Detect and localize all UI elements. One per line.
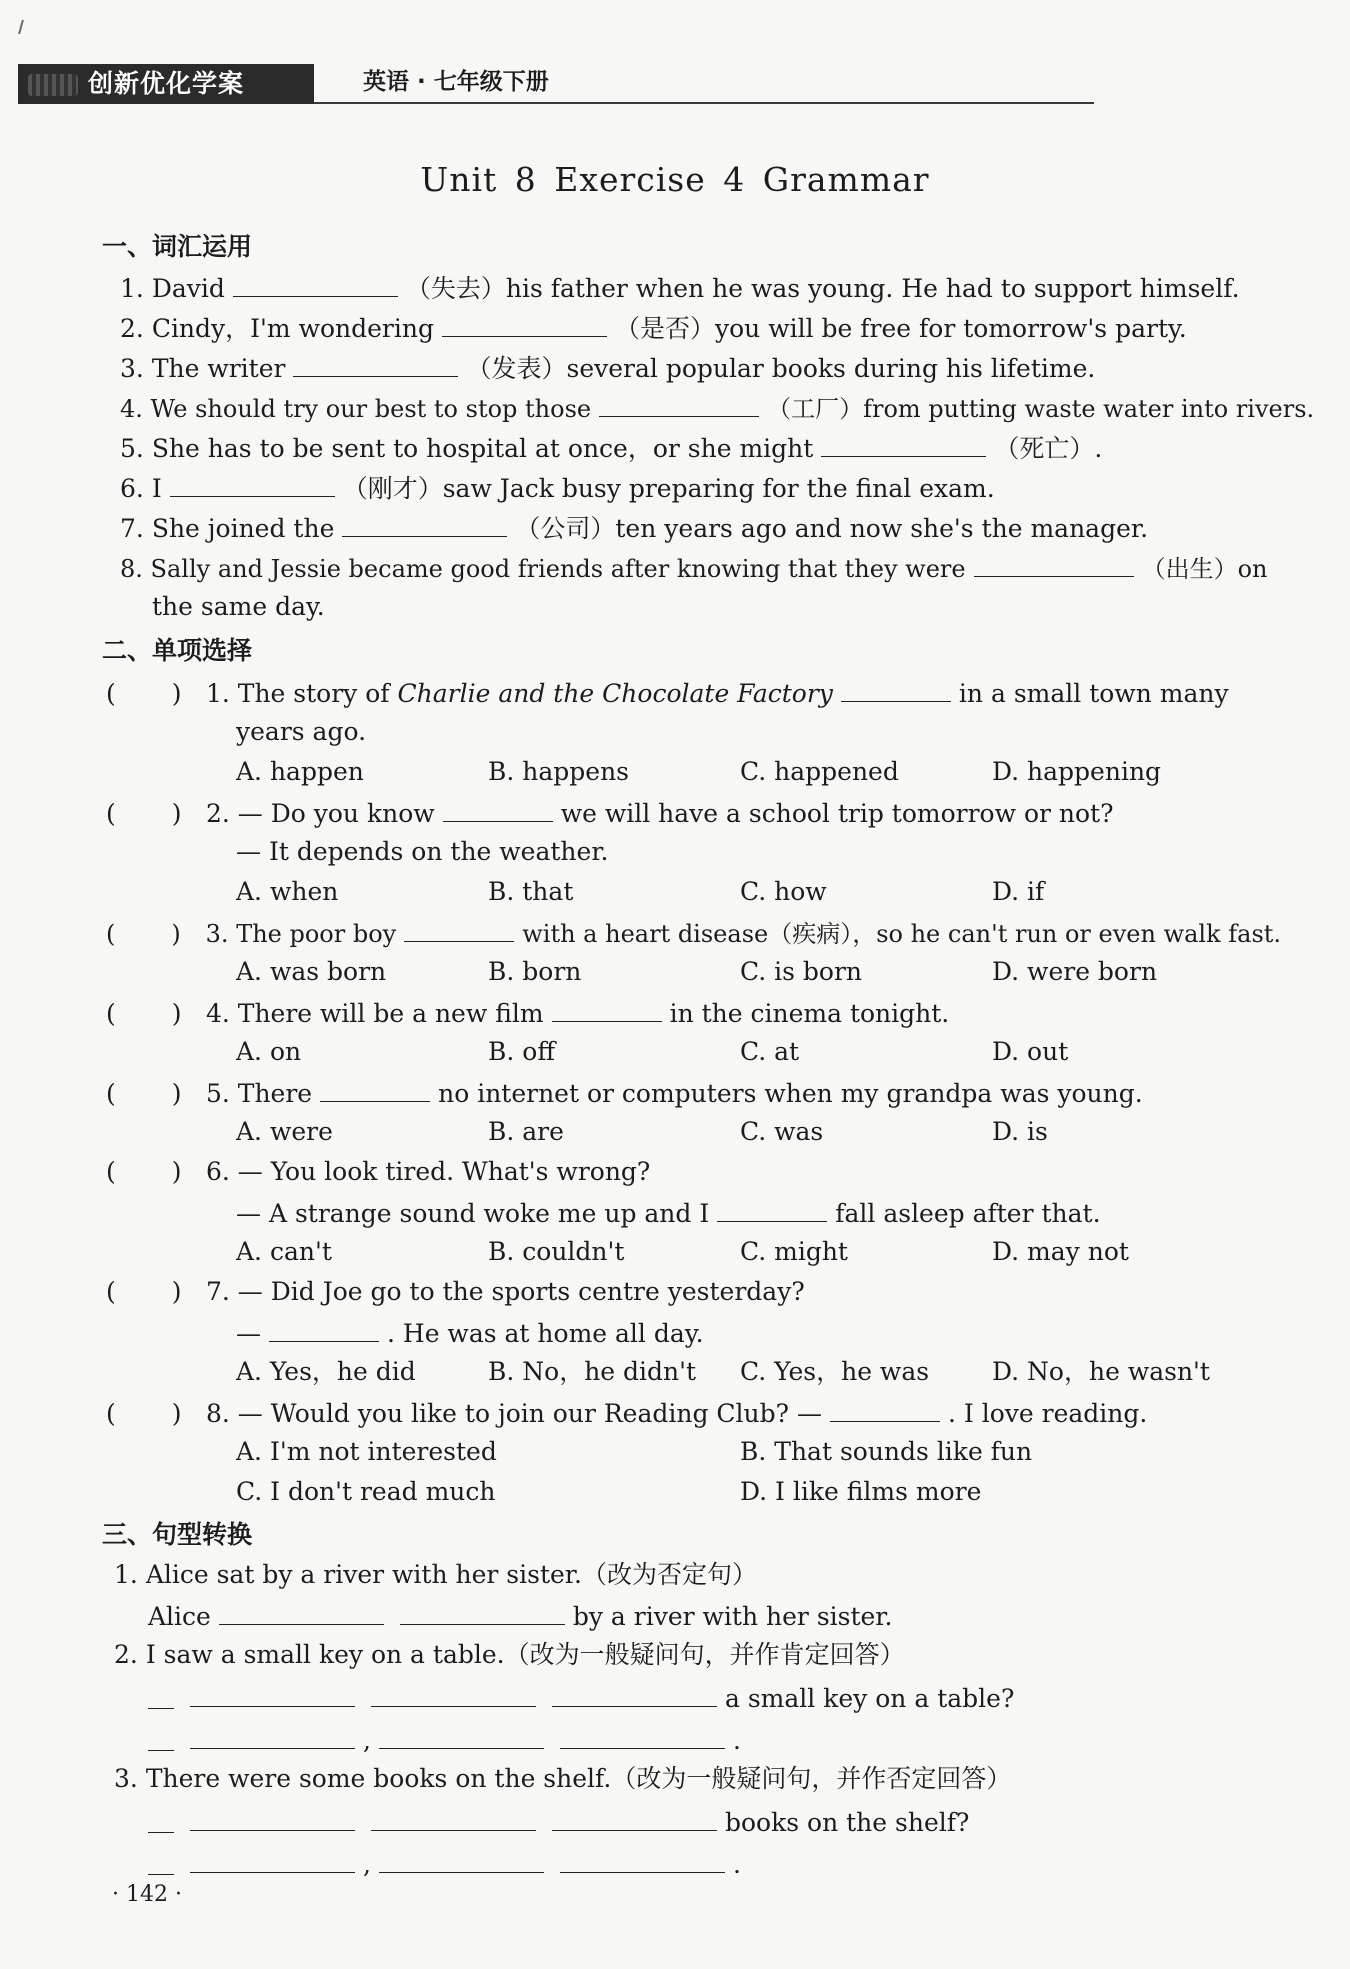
answer-blank[interactable] bbox=[342, 510, 507, 537]
question-stem: . I love reading. bbox=[948, 1399, 1148, 1428]
option-d[interactable]: D. is bbox=[992, 1117, 1048, 1146]
page-header bbox=[18, 58, 1078, 104]
answer-blank[interactable] bbox=[320, 1075, 430, 1102]
transform-answer-line: , . bbox=[148, 1722, 741, 1758]
question-stem-continuation: — It depends on the weather. bbox=[236, 837, 609, 866]
question-row bbox=[106, 1395, 1147, 1431]
brand-logo-icon bbox=[28, 74, 78, 96]
item-text: The writer bbox=[151, 354, 286, 383]
question-stem: — Did Joe go to the sports centre yesterday? bbox=[237, 1277, 805, 1306]
option-d[interactable]: D. if bbox=[992, 877, 1045, 906]
option-c[interactable]: C. was bbox=[740, 1117, 824, 1146]
answer-blank[interactable] bbox=[821, 430, 986, 457]
question-stem: There will be a new film bbox=[237, 999, 544, 1028]
question-number: 2. bbox=[205, 799, 230, 828]
answer-blank[interactable] bbox=[974, 550, 1134, 577]
item-text: his father when he was young. He had to support himself. bbox=[505, 274, 1240, 303]
answer-blank[interactable] bbox=[269, 1315, 379, 1342]
item-text: several popular books during his lifetime. bbox=[566, 354, 1096, 383]
answer-blank[interactable] bbox=[717, 1195, 827, 1222]
answer-blank[interactable] bbox=[841, 675, 951, 702]
answer-blank[interactable] bbox=[219, 1598, 384, 1625]
question-number: 4. bbox=[205, 999, 230, 1028]
item-hint: （出生）on bbox=[1141, 555, 1268, 583]
answer-blank[interactable] bbox=[552, 995, 662, 1022]
item-number: 3. bbox=[114, 1764, 138, 1793]
option-a[interactable]: A. Yes，he did bbox=[236, 1357, 416, 1386]
page-title: Unit 8 Exercise 4 Grammar bbox=[420, 160, 930, 199]
answer-blank[interactable] bbox=[552, 1680, 717, 1707]
answer-blank[interactable] bbox=[190, 1722, 355, 1749]
item-number: 1. bbox=[120, 274, 144, 303]
vocab-item bbox=[120, 310, 1187, 346]
answer-bracket[interactable]: ( ) bbox=[106, 1399, 182, 1428]
item-text: She has to be sent to hospital at once，or she might bbox=[151, 434, 814, 463]
question-stem: — Do you know bbox=[237, 799, 435, 828]
option-c[interactable]: C. at bbox=[740, 1037, 800, 1066]
answer-bracket[interactable]: ( ) bbox=[106, 679, 182, 708]
item-number: 2. bbox=[120, 314, 144, 343]
answer-bracket[interactable]: ( ) bbox=[106, 999, 182, 1028]
option-c[interactable]: C. is born bbox=[740, 957, 863, 986]
item-number: 4. bbox=[120, 395, 143, 423]
question-stem: The story of bbox=[237, 679, 390, 708]
item-sentence: I saw a small key on a table.（改为一般疑问句，并作肯定回答） bbox=[145, 1640, 905, 1669]
dialogue-dash bbox=[148, 1816, 174, 1833]
item-hint: （刚才） bbox=[342, 474, 443, 503]
question-number: 1. bbox=[205, 679, 230, 708]
question-stem: There bbox=[237, 1079, 313, 1108]
transform-answer-line: , . bbox=[148, 1846, 741, 1882]
answer-bracket[interactable]: ( ) bbox=[106, 1277, 182, 1306]
item-sentence: Alice sat by a river with her sister.（改为否定句） bbox=[145, 1560, 757, 1589]
question-number: 7. bbox=[205, 1277, 230, 1306]
question-row bbox=[106, 995, 949, 1031]
item-number: 1. bbox=[114, 1560, 138, 1589]
item-text: from putting waste water into rivers. bbox=[863, 395, 1315, 423]
item-number: 7. bbox=[120, 514, 144, 543]
option-a[interactable]: A. I'm not interested bbox=[236, 1437, 497, 1466]
option-c[interactable]: C. Yes，he was bbox=[740, 1357, 930, 1386]
question-row bbox=[106, 915, 1281, 951]
item-text: We should try our best to stop those bbox=[150, 395, 592, 423]
item-number: 2. bbox=[114, 1640, 138, 1669]
question-stem: — You look tired. What's wrong? bbox=[237, 1157, 651, 1186]
item-hint: （发表） bbox=[466, 354, 567, 383]
question-stem-continuation: years ago. bbox=[236, 717, 367, 746]
answer-blank[interactable] bbox=[190, 1680, 355, 1707]
question-stem: in the cinema tonight. bbox=[669, 999, 950, 1028]
section-heading-vocabulary: 一、词汇运用 bbox=[102, 232, 253, 261]
question-number: 6. bbox=[205, 1157, 230, 1186]
vocab-item bbox=[120, 390, 1314, 426]
option-d[interactable]: D. out bbox=[992, 1037, 1069, 1066]
option-c[interactable]: C. happened bbox=[740, 757, 899, 786]
option-c[interactable]: C. might bbox=[740, 1237, 848, 1266]
answer-blank[interactable] bbox=[830, 1395, 940, 1422]
option-d[interactable]: D. may not bbox=[992, 1237, 1129, 1266]
question-stem: The poor boy bbox=[236, 920, 397, 948]
option-b[interactable]: B. born bbox=[488, 957, 582, 986]
question-stem-continuation: — A strange sound woke me up and I fall asleep after that. bbox=[236, 1195, 1101, 1231]
question-row bbox=[106, 1275, 805, 1309]
vocab-item-continuation: the same day. bbox=[152, 592, 325, 621]
question-stem: in a small town many bbox=[958, 679, 1229, 708]
answer-blank[interactable] bbox=[400, 1598, 565, 1625]
answer-blank[interactable] bbox=[233, 270, 398, 297]
item-text: ten years ago and now she's the manager. bbox=[615, 514, 1149, 543]
vocab-item bbox=[120, 430, 1102, 466]
option-d[interactable]: D. happening bbox=[992, 757, 1162, 786]
answer-blank[interactable] bbox=[560, 1846, 725, 1873]
answer-blank[interactable] bbox=[371, 1680, 536, 1707]
option-b[interactable]: B. No，he didn't bbox=[488, 1357, 697, 1386]
brand-text: 创新优化学案 bbox=[88, 69, 245, 98]
item-text: David bbox=[151, 274, 225, 303]
answer-blank[interactable] bbox=[552, 1804, 717, 1831]
question-stem: — Would you like to join our Reading Club? — bbox=[237, 1399, 823, 1428]
header-divider bbox=[314, 102, 1094, 104]
subject-label: 英语 · 七年级下册 bbox=[363, 69, 549, 95]
answer-blank[interactable] bbox=[190, 1846, 355, 1873]
book-title: Charlie and the Chocolate Factory bbox=[397, 679, 833, 708]
item-hint: （是否） bbox=[614, 314, 715, 343]
item-hint: （死亡）. bbox=[994, 434, 1103, 463]
question-row bbox=[106, 1075, 1143, 1111]
item-sentence: There were some books on the shelf.（改为一般疑问句，并作否定回答） bbox=[145, 1764, 1012, 1793]
question-number: 5. bbox=[205, 1079, 230, 1108]
vocab-item bbox=[120, 270, 1240, 306]
vocab-item bbox=[120, 470, 995, 506]
dialogue-dash bbox=[148, 1692, 174, 1709]
answer-blank[interactable] bbox=[404, 915, 514, 942]
vocab-item bbox=[120, 550, 1267, 586]
option-b[interactable]: B. happens bbox=[488, 757, 630, 786]
vocab-item bbox=[120, 350, 1095, 386]
item-text: I bbox=[151, 474, 162, 503]
item-number: 8. bbox=[120, 555, 143, 583]
item-hint: （公司） bbox=[515, 514, 616, 543]
answer-blank[interactable] bbox=[170, 470, 335, 497]
answer-blank[interactable] bbox=[379, 1722, 544, 1749]
answer-blank[interactable] bbox=[560, 1722, 725, 1749]
option-d[interactable]: D. No，he wasn't bbox=[992, 1357, 1210, 1386]
transform-answer-line: Alice by a river with her sister. bbox=[148, 1598, 892, 1634]
answer-blank[interactable] bbox=[442, 310, 607, 337]
option-d[interactable]: D. I like films more bbox=[740, 1477, 982, 1506]
option-a[interactable]: A. happen bbox=[236, 757, 364, 786]
item-number: 5. bbox=[120, 434, 144, 463]
option-b[interactable]: B. are bbox=[488, 1117, 564, 1146]
option-b[interactable]: B. that bbox=[488, 877, 574, 906]
option-c[interactable]: C. how bbox=[740, 877, 827, 906]
answer-blank[interactable] bbox=[443, 795, 553, 822]
item-text: you will be free for tomorrow's party. bbox=[714, 314, 1187, 343]
item-text: She joined the bbox=[151, 514, 335, 543]
transform-item bbox=[114, 1558, 757, 1592]
answer-blank[interactable] bbox=[379, 1846, 544, 1873]
question-stem: we will have a school trip tomorrow or not? bbox=[560, 799, 1114, 828]
answer-blank[interactable] bbox=[371, 1804, 536, 1831]
question-number: 3. bbox=[205, 920, 229, 948]
question-row bbox=[106, 675, 1229, 711]
option-a[interactable]: A. when bbox=[236, 877, 339, 906]
item-text: saw Jack busy preparing for the final exam. bbox=[442, 474, 995, 503]
transform-item bbox=[114, 1762, 1011, 1796]
answer-bracket[interactable]: ( ) bbox=[106, 1079, 182, 1108]
section-heading-sentence-transform: 三、句型转换 bbox=[102, 1520, 253, 1549]
answer-bracket[interactable]: ( ) bbox=[106, 1157, 182, 1186]
option-a[interactable]: A. was born bbox=[236, 957, 387, 986]
option-b[interactable]: B. off bbox=[488, 1037, 556, 1066]
answer-bracket[interactable]: ( ) bbox=[106, 799, 182, 828]
transform-item bbox=[114, 1638, 905, 1672]
question-number: 8. bbox=[205, 1399, 230, 1428]
question-row bbox=[106, 1155, 650, 1189]
question-stem-continuation: — . He was at home all day. bbox=[236, 1315, 704, 1351]
dialogue-dash bbox=[148, 1858, 174, 1875]
page-number: · 142 · bbox=[112, 1882, 182, 1907]
transform-answer-line: a small key on a table? bbox=[148, 1680, 1014, 1716]
vocab-item bbox=[120, 510, 1148, 546]
brand-banner bbox=[18, 64, 314, 104]
corner-mark bbox=[18, 20, 24, 34]
option-a[interactable]: A. can't bbox=[236, 1237, 332, 1266]
item-number: 3. bbox=[120, 354, 144, 383]
transform-answer-line: books on the shelf? bbox=[148, 1804, 969, 1840]
dialogue-dash bbox=[148, 1734, 174, 1751]
item-hint: （工厂） bbox=[767, 395, 864, 423]
item-text: Sally and Jessie became good friends after knowing that they were bbox=[150, 555, 966, 583]
answer-bracket[interactable]: ( ) bbox=[106, 920, 181, 948]
item-number: 6. bbox=[120, 474, 144, 503]
option-a[interactable]: A. were bbox=[236, 1117, 333, 1146]
item-text: Cindy，I'm wondering bbox=[151, 314, 434, 343]
question-stem: no internet or computers when my grandpa was young. bbox=[438, 1079, 1143, 1108]
item-hint: （失去） bbox=[405, 274, 506, 303]
answer-blank[interactable] bbox=[190, 1804, 355, 1831]
option-a[interactable]: A. on bbox=[236, 1037, 302, 1066]
answer-blank[interactable] bbox=[293, 350, 458, 377]
answer-blank[interactable] bbox=[599, 390, 759, 417]
option-b[interactable]: B. couldn't bbox=[488, 1237, 625, 1266]
question-stem: with a heart disease（疾病），so he can't run or even walk fast. bbox=[522, 920, 1282, 948]
option-d[interactable]: D. were born bbox=[992, 957, 1158, 986]
option-b[interactable]: B. That sounds like fun bbox=[740, 1437, 1033, 1466]
section-heading-multiple-choice: 二、单项选择 bbox=[102, 636, 253, 665]
question-row bbox=[106, 795, 1114, 831]
option-c[interactable]: C. I don't read much bbox=[236, 1477, 496, 1506]
